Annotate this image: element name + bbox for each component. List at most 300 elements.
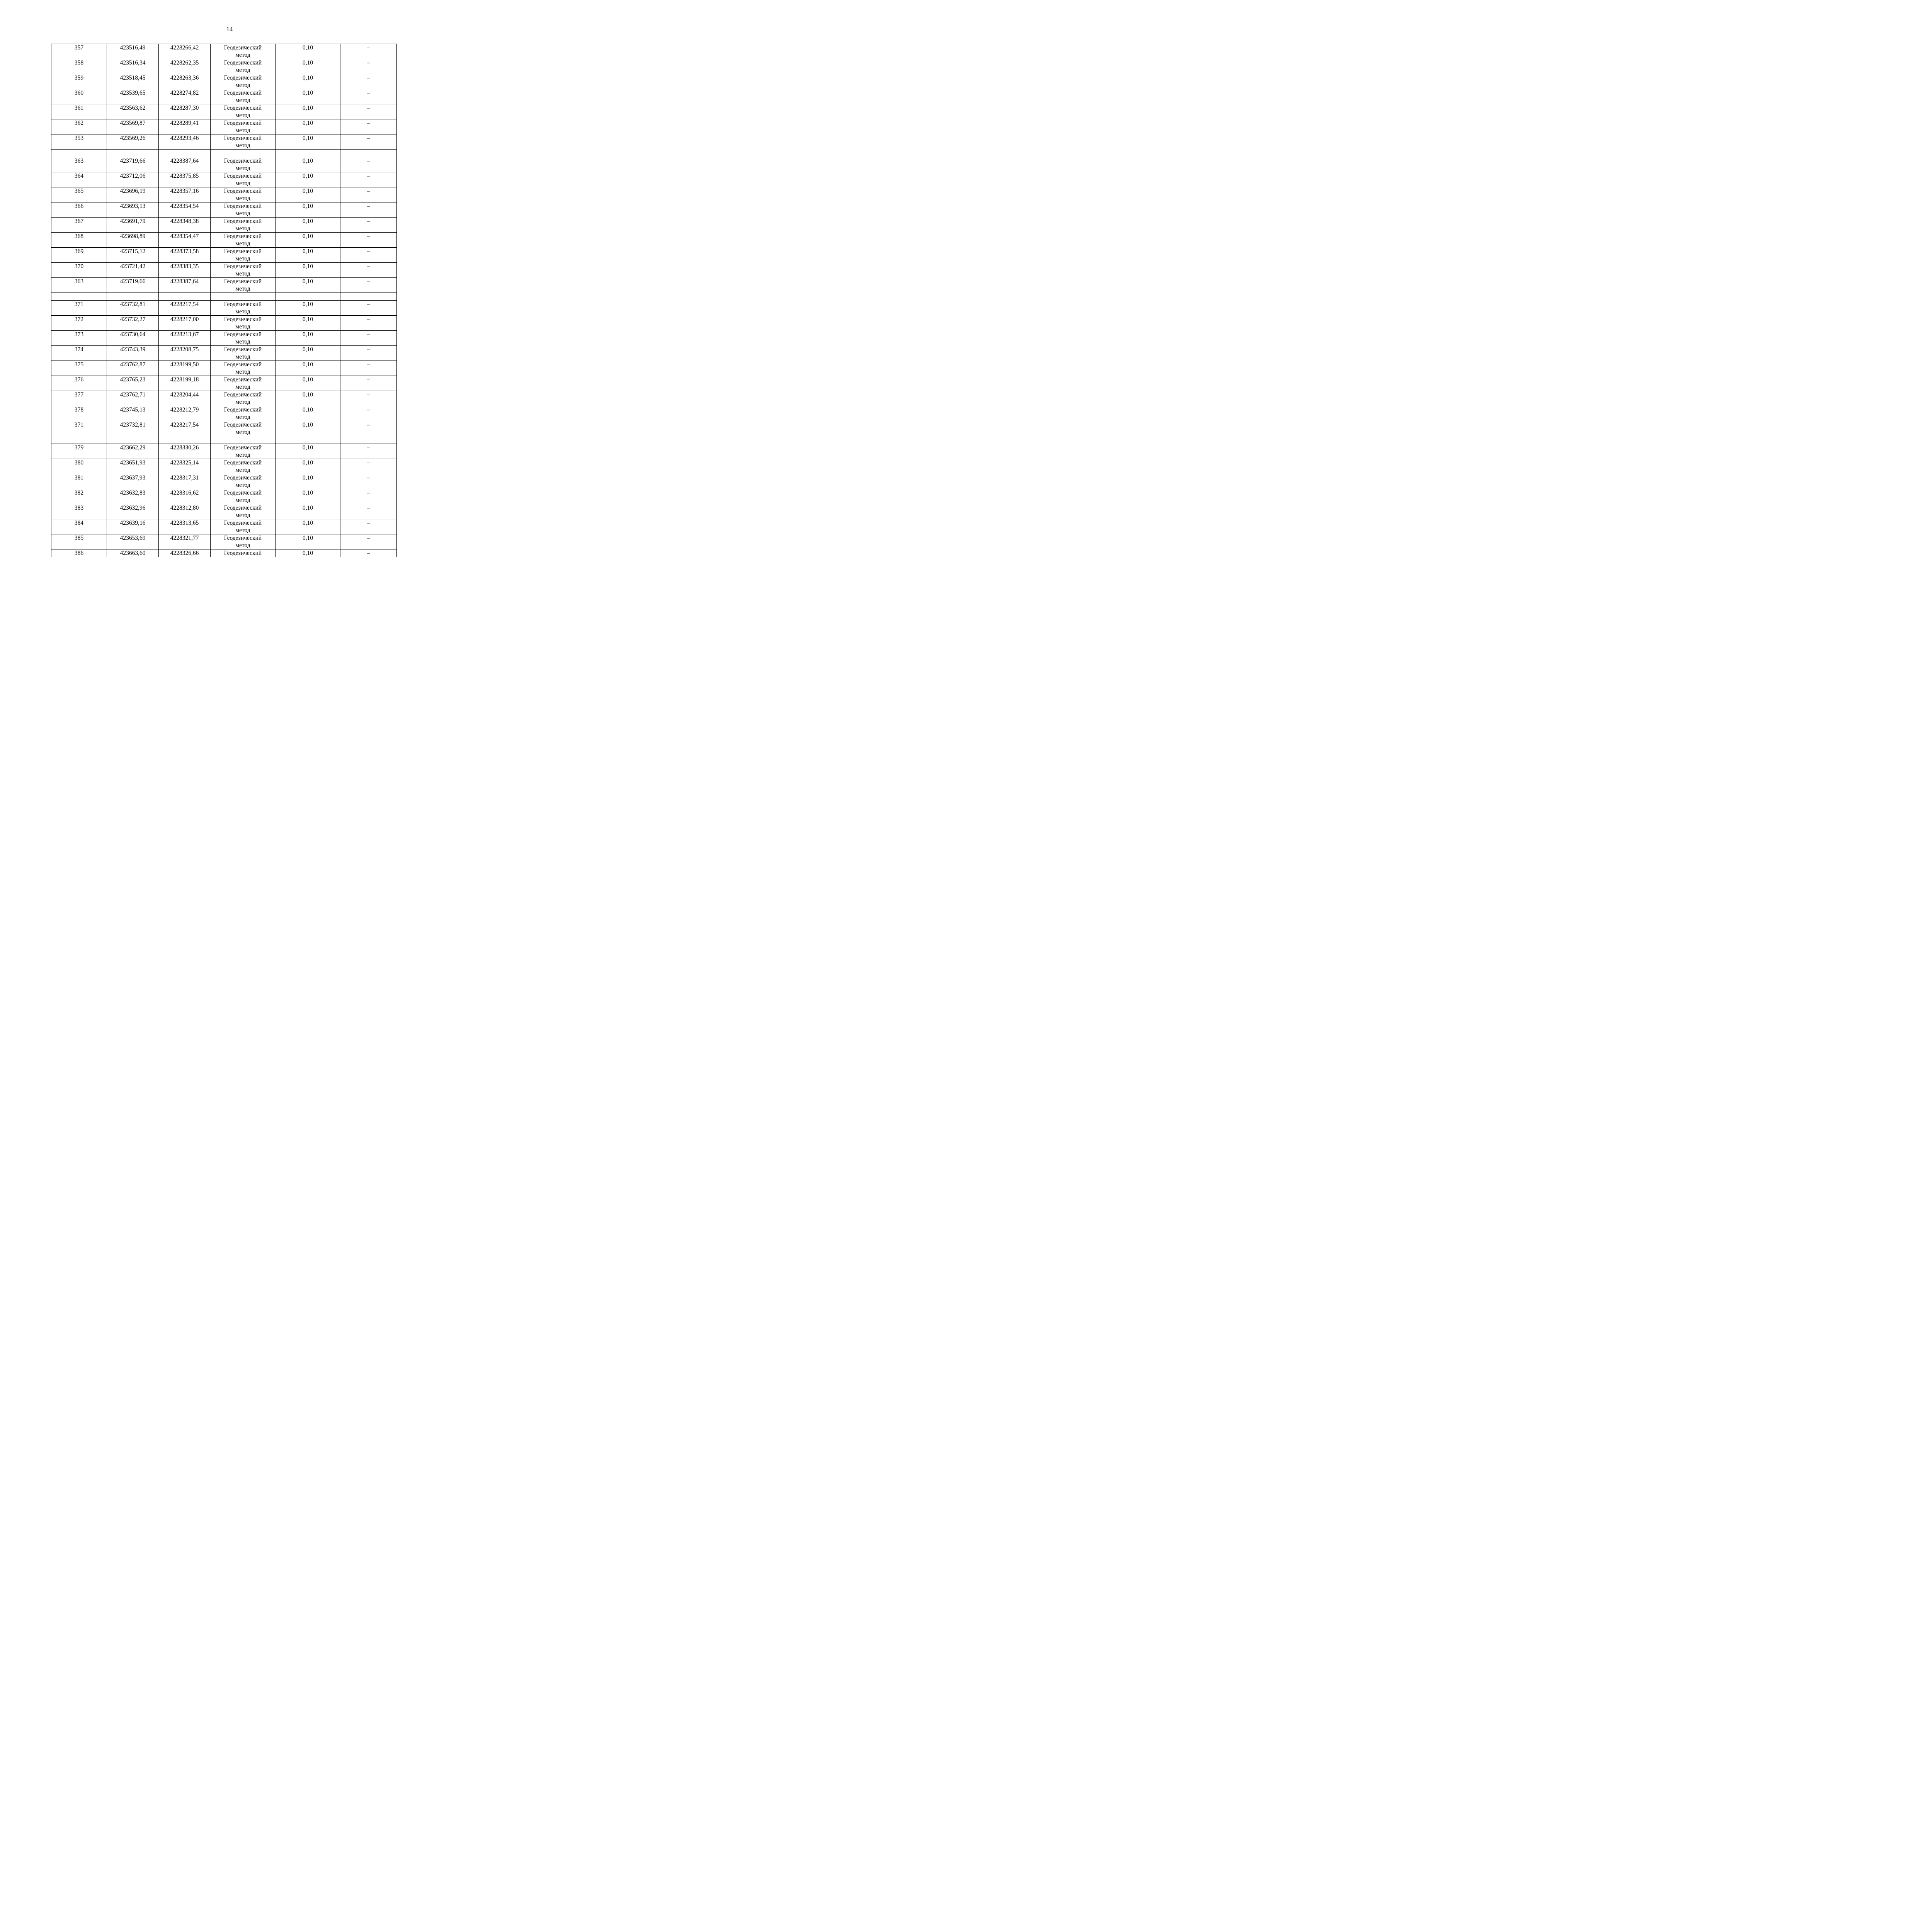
method-cell (211, 134, 276, 150)
accuracy-cell: 0,10 (276, 301, 340, 316)
y-coordinate-cell: 4228217,54 (159, 421, 211, 436)
note-cell: – (340, 361, 397, 376)
method-label-continuation: метод (235, 527, 250, 534)
accuracy-cell: 0,10 (276, 534, 340, 549)
empty-cell (107, 150, 159, 157)
x-coordinate-cell: 423563,62 (107, 104, 159, 119)
accuracy-cell: 0,10 (276, 421, 340, 436)
table-row (51, 202, 397, 218)
method-label-continuation: метод (235, 112, 250, 119)
method-cell (211, 444, 276, 459)
accuracy-cell: 0,10 (276, 346, 340, 361)
accuracy-cell: 0,10 (276, 119, 340, 134)
x-coordinate-cell: 423632,96 (107, 504, 159, 519)
method-label: Геодезический (224, 44, 262, 51)
method-cell (211, 519, 276, 534)
point-number-cell: 375 (51, 361, 107, 376)
x-coordinate-cell: 423765,23 (107, 376, 159, 391)
method-label-continuation: метод (235, 195, 250, 202)
table-row (51, 534, 397, 549)
table-row (51, 263, 397, 278)
empty-cell (107, 293, 159, 301)
x-coordinate-cell: 423639,16 (107, 519, 159, 534)
accuracy-cell: 0,10 (276, 218, 340, 233)
accuracy-cell: 0,10 (276, 459, 340, 474)
table-row (51, 187, 397, 202)
method-cell (211, 489, 276, 504)
accuracy-cell: 0,10 (276, 172, 340, 187)
method-cell (211, 74, 276, 89)
note-cell: – (340, 489, 397, 504)
accuracy-cell: 0,10 (276, 331, 340, 346)
method-label: Геодезический (224, 135, 262, 141)
table-row (51, 218, 397, 233)
note-cell: – (340, 331, 397, 346)
note-cell: – (340, 157, 397, 172)
method-label-continuation: метод (235, 308, 250, 315)
point-number-cell: 369 (51, 248, 107, 263)
point-number-cell: 360 (51, 89, 107, 104)
method-cell (211, 474, 276, 489)
method-label-continuation: метод (235, 512, 250, 519)
note-cell: – (340, 172, 397, 187)
method-cell (211, 104, 276, 119)
method-label-continuation: метод (235, 286, 250, 292)
empty-cell (159, 293, 211, 301)
method-label-continuation: метод (235, 255, 250, 262)
accuracy-cell: 0,10 (276, 278, 340, 293)
method-cell (211, 59, 276, 74)
table-row (51, 346, 397, 361)
method-label-continuation: метод (235, 369, 250, 375)
accuracy-cell: 0,10 (276, 44, 340, 59)
point-number-cell: 374 (51, 346, 107, 361)
note-cell: – (340, 346, 397, 361)
method-label-continuation: метод (235, 270, 250, 277)
accuracy-cell: 0,10 (276, 248, 340, 263)
x-coordinate-cell: 423732,81 (107, 301, 159, 316)
empty-cell (211, 150, 276, 157)
method-label-continuation: метод (235, 240, 250, 247)
x-coordinate-cell: 423653,69 (107, 534, 159, 549)
table-row (51, 74, 397, 89)
x-coordinate-cell: 423719,66 (107, 157, 159, 172)
method-cell (211, 376, 276, 391)
y-coordinate-cell: 4228373,58 (159, 248, 211, 263)
accuracy-cell: 0,10 (276, 504, 340, 519)
note-cell: – (340, 504, 397, 519)
x-coordinate-cell: 423698,89 (107, 233, 159, 248)
method-cell (211, 361, 276, 376)
accuracy-cell: 0,10 (276, 134, 340, 150)
point-number-cell: 370 (51, 263, 107, 278)
method-cell (211, 278, 276, 293)
note-cell: – (340, 44, 397, 59)
method-label-continuation: метод (235, 414, 250, 420)
accuracy-cell: 0,10 (276, 316, 340, 331)
table-row (51, 331, 397, 346)
table-row (51, 59, 397, 74)
method-label-continuation: метод (235, 127, 250, 134)
point-number-cell: 357 (51, 44, 107, 59)
y-coordinate-cell: 4228375,85 (159, 172, 211, 187)
method-label-continuation: метод (235, 482, 250, 488)
y-coordinate-cell: 4228263,36 (159, 74, 211, 89)
accuracy-cell: 0,10 (276, 391, 340, 406)
method-label: Геодезический (224, 535, 262, 541)
accuracy-cell: 0,10 (276, 474, 340, 489)
note-cell: – (340, 534, 397, 549)
method-label: Геодезический (224, 248, 262, 255)
method-label: Геодезический (224, 233, 262, 240)
y-coordinate-cell: 4228357,16 (159, 187, 211, 202)
table-row (51, 172, 397, 187)
method-cell (211, 406, 276, 421)
method-label-continuation: метод (235, 165, 250, 172)
note-cell: – (340, 89, 397, 104)
method-label: Геодезический (224, 90, 262, 96)
accuracy-cell: 0,10 (276, 202, 340, 218)
method-label-continuation: метод (235, 142, 250, 149)
table-row (51, 248, 397, 263)
accuracy-cell: 0,10 (276, 263, 340, 278)
empty-cell (107, 436, 159, 444)
accuracy-cell: 0,10 (276, 444, 340, 459)
method-label: Геодезический (224, 361, 262, 368)
accuracy-cell: 0,10 (276, 233, 340, 248)
table-row (51, 474, 397, 489)
empty-cell (340, 293, 397, 301)
point-number-cell: 385 (51, 534, 107, 549)
table-row (51, 391, 397, 406)
method-label: Геодезический (224, 278, 262, 285)
method-cell (211, 346, 276, 361)
note-cell: – (340, 549, 397, 557)
accuracy-cell: 0,10 (276, 89, 340, 104)
note-cell: – (340, 134, 397, 150)
y-coordinate-cell: 4228289,41 (159, 119, 211, 134)
method-cell (211, 119, 276, 134)
empty-cell (159, 150, 211, 157)
method-label: Геодезический (224, 60, 262, 66)
x-coordinate-cell: 423721,42 (107, 263, 159, 278)
y-coordinate-cell: 4228293,46 (159, 134, 211, 150)
note-cell: – (340, 74, 397, 89)
point-number-cell: 378 (51, 406, 107, 421)
point-number-cell: 373 (51, 331, 107, 346)
method-label: Геодезический (224, 346, 262, 353)
method-label: Геодезический (224, 520, 262, 526)
method-label-continuation: метод (235, 210, 250, 217)
y-coordinate-cell: 4228325,14 (159, 459, 211, 474)
table-row (51, 301, 397, 316)
accuracy-cell: 0,10 (276, 74, 340, 89)
method-label: Геодезический (224, 550, 262, 556)
method-cell (211, 331, 276, 346)
table-row (51, 278, 397, 293)
method-cell (211, 421, 276, 436)
page-number: 14 (226, 26, 233, 33)
method-label: Геодезический (224, 331, 262, 338)
method-label: Геодезический (224, 391, 262, 398)
point-number-cell: 379 (51, 444, 107, 459)
y-coordinate-cell: 4228217,54 (159, 301, 211, 316)
method-label: Геодезический (224, 376, 262, 383)
table-row (51, 519, 397, 534)
x-coordinate-cell: 423730,64 (107, 331, 159, 346)
note-cell: – (340, 406, 397, 421)
table-row (51, 459, 397, 474)
method-label: Геодезический (224, 444, 262, 451)
x-coordinate-cell: 423516,49 (107, 44, 159, 59)
empty-cell (51, 293, 107, 301)
y-coordinate-cell: 4228312,80 (159, 504, 211, 519)
method-cell (211, 157, 276, 172)
x-coordinate-cell: 423516,34 (107, 59, 159, 74)
method-cell (211, 263, 276, 278)
note-cell: – (340, 474, 397, 489)
point-number-cell: 363 (51, 157, 107, 172)
table-row (51, 504, 397, 519)
separator-row (51, 436, 397, 444)
x-coordinate-cell: 423715,12 (107, 248, 159, 263)
y-coordinate-cell: 4228348,38 (159, 218, 211, 233)
coordinates-table (51, 44, 397, 557)
method-label: Геодезический (224, 263, 262, 270)
empty-cell (159, 436, 211, 444)
y-coordinate-cell: 4228266,42 (159, 44, 211, 59)
accuracy-cell: 0,10 (276, 157, 340, 172)
point-number-cell: 361 (51, 104, 107, 119)
note-cell: – (340, 202, 397, 218)
method-label-continuation: метод (235, 497, 250, 503)
y-coordinate-cell: 4228262,35 (159, 59, 211, 74)
method-label-continuation: метод (235, 180, 250, 187)
accuracy-cell: 0,10 (276, 406, 340, 421)
y-coordinate-cell: 4228317,31 (159, 474, 211, 489)
point-number-cell: 363 (51, 278, 107, 293)
note-cell: – (340, 519, 397, 534)
empty-cell (211, 436, 276, 444)
note-cell: – (340, 278, 397, 293)
method-label: Геодезический (224, 158, 262, 164)
x-coordinate-cell: 423693,13 (107, 202, 159, 218)
method-label-continuation: метод (235, 429, 250, 435)
note-cell: – (340, 376, 397, 391)
table-row (51, 44, 397, 59)
method-cell (211, 218, 276, 233)
y-coordinate-cell: 4228383,35 (159, 263, 211, 278)
method-label-continuation: метод (235, 52, 250, 58)
method-label-continuation: метод (235, 542, 250, 549)
x-coordinate-cell: 423732,81 (107, 421, 159, 436)
method-label: Геодезический (224, 422, 262, 428)
method-label-continuation: метод (235, 452, 250, 458)
method-label: Геодезический (224, 203, 262, 209)
method-label: Геодезический (224, 474, 262, 481)
method-label: Геодезический (224, 188, 262, 194)
method-label: Геодезический (224, 105, 262, 111)
method-label: Геодезический (224, 406, 262, 413)
x-coordinate-cell: 423539,65 (107, 89, 159, 104)
method-cell (211, 89, 276, 104)
table-row (51, 316, 397, 331)
point-number-cell: 368 (51, 233, 107, 248)
method-cell (211, 248, 276, 263)
x-coordinate-cell: 423569,26 (107, 134, 159, 150)
method-label: Геодезический (224, 120, 262, 126)
method-label: Геодезический (224, 505, 262, 511)
y-coordinate-cell: 4228287,30 (159, 104, 211, 119)
method-label-continuation: метод (235, 323, 250, 330)
method-label: Геодезический (224, 75, 262, 81)
separator-row (51, 150, 397, 157)
method-cell (211, 504, 276, 519)
table-row (51, 421, 397, 436)
x-coordinate-cell: 423569,87 (107, 119, 159, 134)
accuracy-cell: 0,10 (276, 59, 340, 74)
empty-cell (51, 150, 107, 157)
method-label-continuation: метод (235, 82, 250, 88)
y-coordinate-cell: 4228316,62 (159, 489, 211, 504)
method-label-continuation: метод (235, 384, 250, 390)
y-coordinate-cell: 4228217,00 (159, 316, 211, 331)
point-number-cell: 367 (51, 218, 107, 233)
x-coordinate-cell: 423663,60 (107, 549, 159, 557)
y-coordinate-cell: 4228274,82 (159, 89, 211, 104)
y-coordinate-cell: 4228354,54 (159, 202, 211, 218)
x-coordinate-cell: 423696,19 (107, 187, 159, 202)
y-coordinate-cell: 4228326,66 (159, 549, 211, 557)
method-label-continuation: метод (235, 67, 250, 73)
accuracy-cell: 0,10 (276, 519, 340, 534)
point-number-cell: 359 (51, 74, 107, 89)
point-number-cell: 380 (51, 459, 107, 474)
empty-cell (276, 436, 340, 444)
x-coordinate-cell: 423518,45 (107, 74, 159, 89)
y-coordinate-cell: 4228199,50 (159, 361, 211, 376)
x-coordinate-cell: 423662,29 (107, 444, 159, 459)
y-coordinate-cell: 4228208,75 (159, 346, 211, 361)
table-row (51, 134, 397, 150)
note-cell: – (340, 316, 397, 331)
method-label-continuation: метод (235, 225, 250, 232)
point-number-cell: 353 (51, 134, 107, 150)
point-number-cell: 362 (51, 119, 107, 134)
y-coordinate-cell: 4228199,18 (159, 376, 211, 391)
empty-cell (211, 293, 276, 301)
x-coordinate-cell: 423762,87 (107, 361, 159, 376)
method-cell (211, 459, 276, 474)
method-label-continuation: метод (235, 97, 250, 104)
accuracy-cell: 0,10 (276, 549, 340, 557)
x-coordinate-cell: 423691,79 (107, 218, 159, 233)
x-coordinate-cell: 423745,13 (107, 406, 159, 421)
method-cell (211, 549, 276, 557)
accuracy-cell: 0,10 (276, 489, 340, 504)
x-coordinate-cell: 423632,83 (107, 489, 159, 504)
method-label: Геодезический (224, 173, 262, 179)
coordinates-table-body (51, 44, 397, 557)
method-label-continuation: метод (235, 399, 250, 405)
method-label: Геодезический (224, 459, 262, 466)
accuracy-cell: 0,10 (276, 361, 340, 376)
point-number-cell: 365 (51, 187, 107, 202)
y-coordinate-cell: 4228387,64 (159, 157, 211, 172)
method-label: Геодезический (224, 316, 262, 323)
note-cell: – (340, 218, 397, 233)
point-number-cell: 381 (51, 474, 107, 489)
point-number-cell: 371 (51, 421, 107, 436)
empty-cell (340, 436, 397, 444)
table-row (51, 549, 397, 557)
x-coordinate-cell: 423743,39 (107, 346, 159, 361)
method-cell (211, 316, 276, 331)
y-coordinate-cell: 4228213,67 (159, 331, 211, 346)
note-cell: – (340, 119, 397, 134)
point-number-cell: 371 (51, 301, 107, 316)
note-cell: – (340, 301, 397, 316)
point-number-cell: 377 (51, 391, 107, 406)
note-cell: – (340, 233, 397, 248)
point-number-cell: 383 (51, 504, 107, 519)
accuracy-cell: 0,10 (276, 187, 340, 202)
point-number-cell: 386 (51, 549, 107, 557)
table-row (51, 104, 397, 119)
note-cell: – (340, 391, 397, 406)
method-label: Геодезический (224, 490, 262, 496)
method-cell (211, 172, 276, 187)
y-coordinate-cell: 4228313,65 (159, 519, 211, 534)
table-row (51, 157, 397, 172)
y-coordinate-cell: 4228330,26 (159, 444, 211, 459)
x-coordinate-cell: 423651,93 (107, 459, 159, 474)
accuracy-cell: 0,10 (276, 376, 340, 391)
note-cell: – (340, 59, 397, 74)
empty-cell (340, 150, 397, 157)
x-coordinate-cell: 423732,27 (107, 316, 159, 331)
x-coordinate-cell: 423719,66 (107, 278, 159, 293)
note-cell: – (340, 104, 397, 119)
method-label-continuation: метод (235, 467, 250, 473)
point-number-cell: 366 (51, 202, 107, 218)
table-row (51, 233, 397, 248)
note-cell: – (340, 459, 397, 474)
method-label-continuation: метод (235, 338, 250, 345)
y-coordinate-cell: 4228387,64 (159, 278, 211, 293)
point-number-cell: 358 (51, 59, 107, 74)
method-cell (211, 391, 276, 406)
table-row (51, 89, 397, 104)
note-cell: – (340, 444, 397, 459)
y-coordinate-cell: 4228321,77 (159, 534, 211, 549)
point-number-cell: 384 (51, 519, 107, 534)
accuracy-cell: 0,10 (276, 104, 340, 119)
method-cell (211, 233, 276, 248)
point-number-cell: 382 (51, 489, 107, 504)
point-number-cell: 376 (51, 376, 107, 391)
method-cell (211, 534, 276, 549)
empty-cell (276, 150, 340, 157)
table-row (51, 444, 397, 459)
method-cell (211, 187, 276, 202)
x-coordinate-cell: 423637,93 (107, 474, 159, 489)
empty-cell (276, 293, 340, 301)
table-row (51, 489, 397, 504)
point-number-cell: 364 (51, 172, 107, 187)
note-cell: – (340, 421, 397, 436)
method-cell (211, 202, 276, 218)
